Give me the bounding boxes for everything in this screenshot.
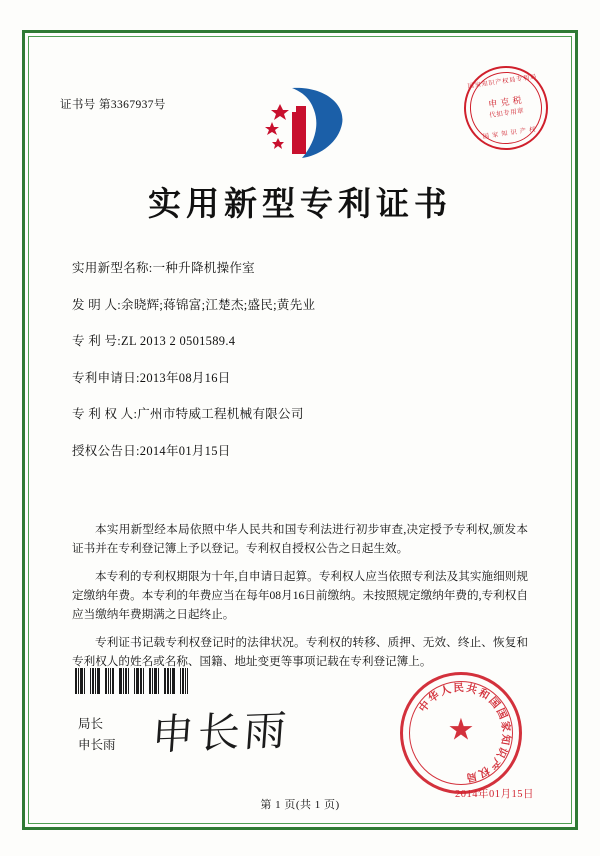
legal-paragraph-1: 本实用新型经本局依照中华人民共和国专利法进行初步审查,决定授予专利权,颁发本证书并在专利登记簿上予以登记。专利权自授权公告之日起生效。: [72, 523, 528, 555]
field-value: 广州市特威工程机械有限公司: [137, 407, 304, 421]
field-label: 发 明 人:: [72, 297, 122, 312]
field-label: 实用新型名称:: [72, 261, 153, 275]
legal-paragraph-3: 专利证书记载专利权登记时的法律状况。专利权的转移、质押、无效、终止、恢复和专利权人的姓名或名称、国籍、地址变更等事项记载在专利登记簿上。: [72, 636, 528, 668]
certificate-fields: [72, 258, 528, 477]
tax-seal-line-2: 代扣专用章: [488, 107, 525, 120]
field-value: ZL 2013 2 0501589.4: [121, 334, 236, 348]
field-row-patentee: [72, 404, 528, 422]
tax-seal-line-1: 申 克 税: [487, 94, 523, 110]
field-value: 2014年01月15日: [139, 443, 231, 458]
field-row-inventors: [72, 295, 528, 313]
page-footer: 第 1 页(共 1 页): [260, 799, 340, 811]
field-value: 2013年08月16日: [139, 370, 231, 385]
barcode: [75, 668, 191, 694]
certificate-number: 证书号 第3367937号: [60, 99, 166, 111]
field-row-application-date: [72, 368, 528, 386]
field-label: 授权公告日:: [72, 443, 140, 458]
main-seal-ring-text: [403, 675, 519, 791]
handwritten-signature: 申长雨: [149, 708, 292, 760]
field-label: 专 利 号:: [72, 334, 122, 348]
signature-labels: [78, 714, 116, 756]
tax-seal-arc-top: 国家知识产权局专利局: [467, 73, 538, 91]
legal-text-block: [72, 520, 528, 680]
field-value: 余晓辉;蒋锦富;江楚杰;盛民;黄先业: [121, 297, 316, 312]
corner-ornament-top-left: [22, 30, 48, 56]
commissioner-role-label: 局长: [78, 717, 104, 731]
svg-text:中华人民共和国国家知识产权局: [416, 681, 513, 785]
main-seal-ring-label: 中华人民共和国国家知识产权局: [417, 682, 512, 783]
legal-paragraph-2: 本专利的专利权期限为十年,自申请日起算。专利权人应当依照专利法及其实施细则规定缴纳年费。本专利的年费应当在每年08月16日前缴纳。未按照规定缴纳年费的,专利权自应当缴纳年费期满之日起终止。: [72, 570, 528, 621]
field-value: 一种升降机操作室: [152, 261, 255, 275]
sipo-logo-icon: [262, 82, 348, 162]
field-row-grant-announcement-date: [72, 441, 528, 459]
star-icon: ★: [447, 713, 475, 747]
tax-seal-arc-bottom: 国 家 知 识 产 权: [482, 125, 537, 141]
certificate-title: 实用新型专利证书: [148, 187, 452, 223]
field-row-utility-model-name: [72, 258, 528, 276]
corner-ornament-top-right: [552, 30, 578, 56]
field-row-patent-number: [72, 331, 528, 349]
field-label: 专利申请日:: [72, 370, 140, 385]
field-label: 专 利 权 人:: [72, 407, 138, 421]
seal-date: 2014年01月15日: [455, 789, 534, 800]
commissioner-name-label: 申长雨: [78, 738, 116, 752]
national-ip-office-seal: [400, 672, 522, 794]
